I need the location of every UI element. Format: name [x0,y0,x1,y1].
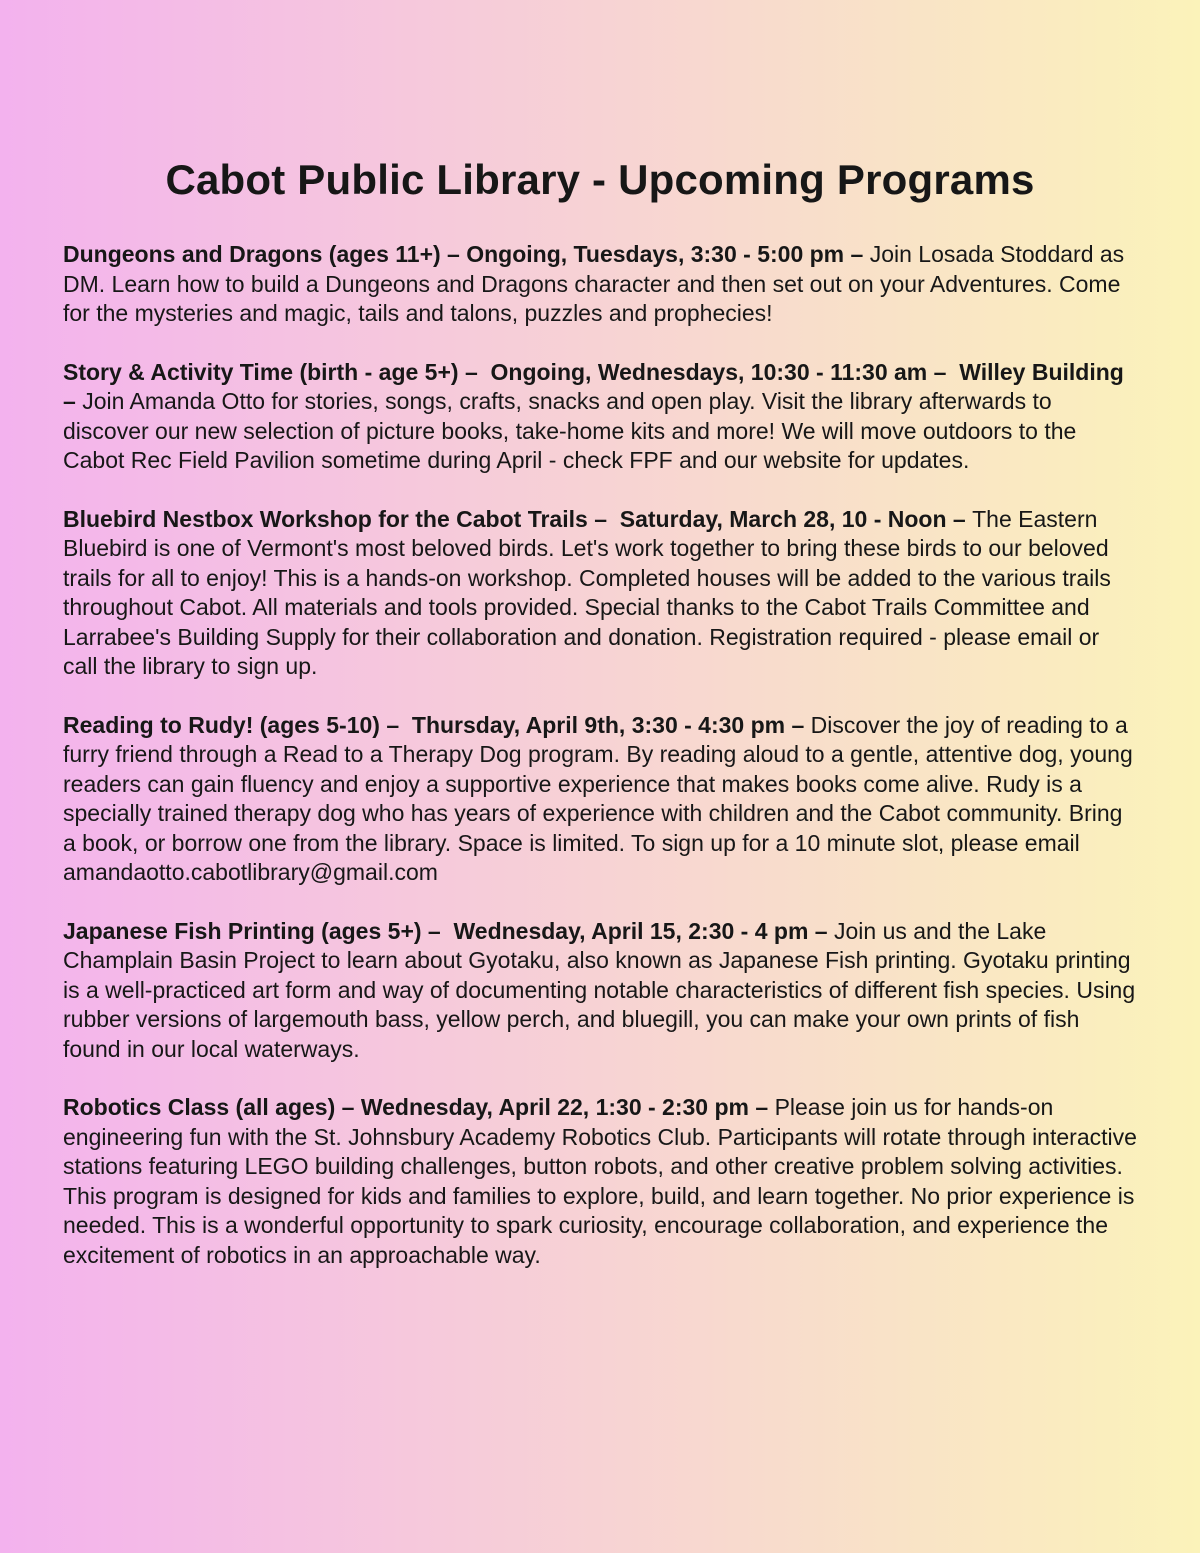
program-entry-dungeons-and-dragons [63,240,1137,329]
program-list [63,240,1144,1270]
program-entry-bluebird-nestbox-workshop [63,505,1137,682]
program-description: Discover the joy of reading to a furry friend through a Read to a Therapy Dog program. By reading aloud to a gentle, attentive dog, young readers can gain fluency and enjoy a supportive experience that makes books come alive. Rudy is a specially trained therapy dog who has years of experience with children and the Cabot community. Bring a book, or borrow one from the library. Space is limited. To sign up for a 10 minute slot, please email amandaotto.cabotlibrary@gmail.com [63,711,1140,886]
program-heading: Bluebird Nestbox Workshop for the Cabot Trails – Saturday, March 28, 10 - Noon – [63,505,973,532]
program-heading: Dungeons and Dragons (ages 11+) – Ongoing, Tuesdays, 3:30 - 5:00 pm – [63,241,870,268]
program-heading: Story & Activity Time (birth - age 5+) – Ongoing, Wednesdays, 10:30 - 11:30 am – Willey Building – [63,358,1131,415]
program-description: Please join us for hands-on engineering fun with the St. Johnsbury Academy Robotics Club. Participants will rotate through interactive stations featuring LEGO building challenges, button robots, and other creative problem solving activities. This program is designed for kids and families to explore, build, and learn together. No prior experience is needed. This is a wonderful opportunity to spark curiosity, encourage collaboration, and experience the excitement of robotics in an approachable way. [63,1094,1144,1268]
program-heading: Reading to Rudy! (ages 5-10) – Thursday, April 9th, 3:30 - 4:30 pm – [63,711,811,738]
program-entry-robotics-class [63,1093,1144,1270]
program-description: Join Amanda Otto for stories, songs, crafts, snacks and open play. Visit the library afterwards to discover our new selection of picture books, take-home kits and more! We will move outdoors to the Cabot Rec Field Pavilion sometime during April - check FPF and our website for updates. [63,388,1083,474]
page-title: Cabot Public Library - Upcoming Programs [165,156,1035,203]
program-entry-reading-to-rudy [63,711,1140,888]
program-description: The Eastern Bluebird is one of Vermont's most beloved birds. Let's work together to bring these birds to our beloved trails for all to enjoy! This is a hands-on workshop. Completed houses will be added to the various trails throughout Cabot. All materials and tools provided. Special thanks to the Cabot Trails Committee and Larrabee's Building Supply for their collaboration and donation. Registration required - please email or call the library to sign up. [63,505,1118,680]
program-heading: Japanese Fish Printing (ages 5+) – Wednesday, April 15, 2:30 - 4 pm – [63,917,834,944]
program-description: Join us and the Lake Champlain Basin Project to learn about Gyotaku, also known as Japanese Fish printing. Gyotaku printing is a well-practiced art form and way of documenting notable characteristics of different fish species. Using rubber versions of largemouth bass, yellow perch, and bluegill, you can make your own prints of fish found in our local waterways. [63,917,1142,1062]
program-entry-japanese-fish-printing [63,917,1142,1065]
program-description: Join Losada Stoddard as DM. Learn how to build a Dungeons and Dragons character and then set out on your Adventures. Come for the mysteries and magic, tails and talons, puzzles and prophecies! [63,241,1131,327]
program-heading: Robotics Class (all ages) – Wednesday, April 22, 1:30 - 2:30 pm – [63,1094,775,1121]
program-entry-story-activity-time [63,358,1137,476]
